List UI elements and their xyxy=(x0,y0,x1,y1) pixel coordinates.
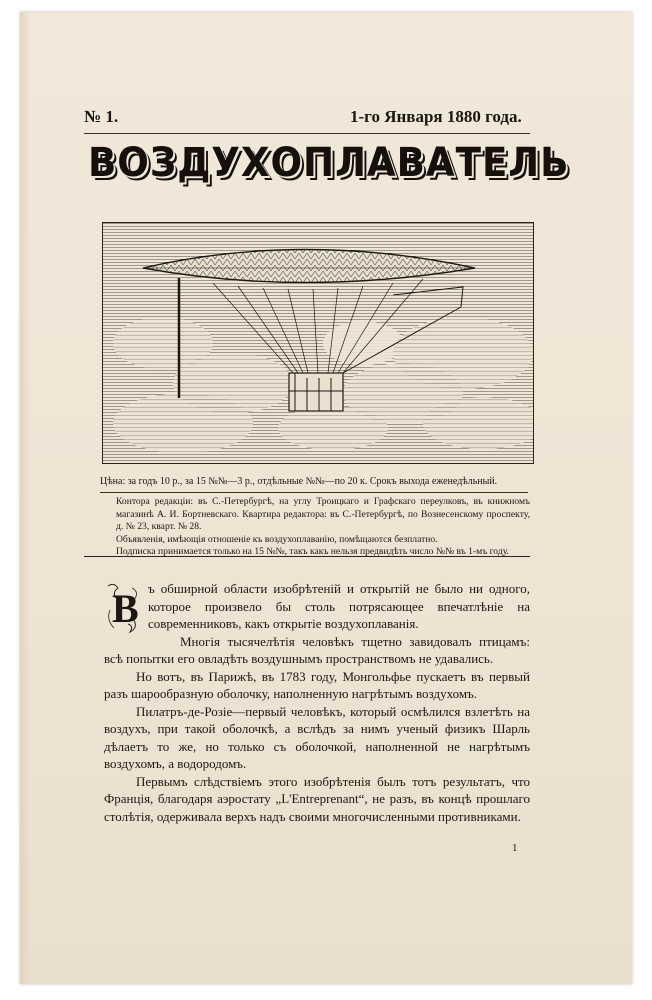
issue-number: № 1. xyxy=(84,107,119,126)
ads-note: Объявленія, имѣющія отношеніе къ воздухоплаванію, помѣщаются безплатно. xyxy=(116,533,438,545)
subscription-note: Подписка принимается только на 15 №№, такъ какъ нельзя предвидѣть число №№ въ 1-мъ году. xyxy=(116,546,509,557)
office-info xyxy=(116,496,530,559)
ornamental-dropcap xyxy=(104,580,142,636)
airship-engraving-icon xyxy=(102,222,534,464)
price-divider xyxy=(100,492,528,493)
office-address: Контора редакціи: въ С.-Петербургѣ, на углу Троицкаго и Графскаго переулковъ, въ книжномъ магазинѣ А. И. Бортневскаго. Квартира редактора: въ С.-Петербургѣ, по Вознесенскому проспекту, д. № 23, кварт. № 28. xyxy=(116,496,530,532)
article-body xyxy=(104,580,530,825)
article-paragraph: Первымъ слѣдствіемъ этого изобрѣтенія былъ тотъ результатъ, что Франція, благодаря аэростату „L'Entreprenant“, не разъ, въ концѣ прошлаго столѣтія, одерживала верхъ надъ своими многочисленными противниками. xyxy=(104,773,530,824)
article-paragraph: Многія тысячелѣтія человѣкъ тщетно завидовалъ птицамъ: всѣ попытки его овладѣть воздушнымъ пространствомъ не удавались. xyxy=(104,633,530,666)
article-paragraph: Но вотъ, въ Парижѣ, въ 1783 году, Монгольфье пускаетъ въ первый разъ шарообразную оболочку, наполненную нагрѣтымъ воздухомъ. xyxy=(104,668,530,701)
newspaper-page xyxy=(20,12,632,984)
issue-date: 1-го Января 1880 года. xyxy=(350,107,522,126)
masthead-title: ВОЗДУХОПЛАВАТЕЛЬ xyxy=(88,140,570,186)
header-divider xyxy=(84,133,530,134)
subscription-price: Цѣна: за годъ 10 р., за 15 №№—3 р., отдѣльные №№—по 20 к. Срокъ выхода еженедѣльный. xyxy=(100,476,498,487)
article-paragraph: ъ обширной области изобрѣтеній и открытій не было ни одного, которое произвело бы столь потрясающее впечатлѣніе на современниковъ, какъ открытіе воздухоплаванія. xyxy=(148,581,530,631)
page-number: 1 xyxy=(512,842,518,854)
dropcap-letter: В xyxy=(112,586,139,631)
article-paragraph: Пилатръ-де-Розіе—первый человѣкъ, который осмѣлился взлетѣть на воздухъ, при такой оболочкѣ, а вслѣдъ за нимъ ученый физикъ Шарль дѣлаетъ то же, но только съ оболочкой, наполненной не нагрѣтымъ воздухомъ, а водородомъ. xyxy=(104,703,530,771)
section-divider xyxy=(84,556,530,557)
